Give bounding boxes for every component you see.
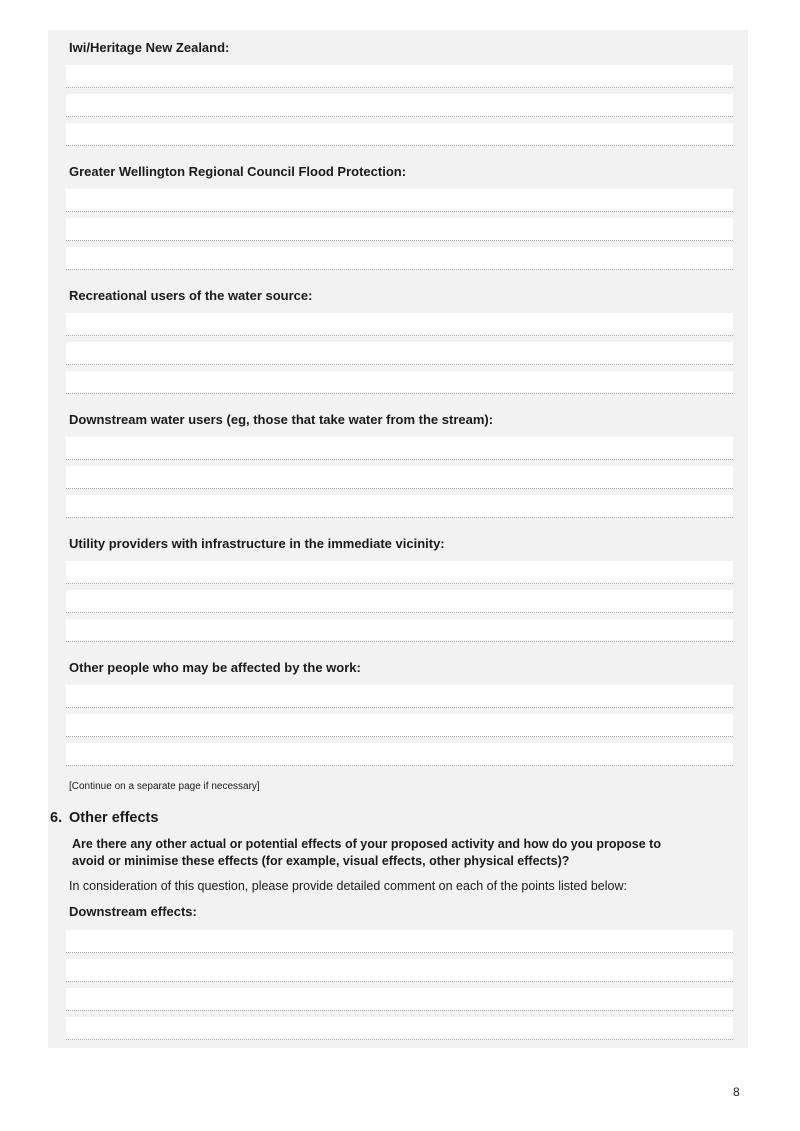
field-group-other-people	[48, 648, 748, 772]
section-question: Are there any other actual or potential effects of your proposed activity and how do you propose to avoid or minimise these effects (for example, visual effects, other physical effects)?	[72, 837, 661, 868]
page-number: 8	[733, 1085, 740, 1099]
text-input-line[interactable]	[66, 590, 733, 613]
text-input-line[interactable]	[66, 495, 733, 518]
text-input-line[interactable]	[66, 94, 733, 117]
form-panel	[48, 30, 748, 1048]
section-number: 6.	[50, 810, 63, 826]
section-heading	[48, 810, 748, 826]
text-input-line[interactable]	[66, 313, 733, 336]
field-group-downstream-effects	[48, 930, 748, 1046]
text-input-line[interactable]	[66, 714, 733, 737]
text-input-line[interactable]	[66, 959, 733, 982]
text-input-line[interactable]	[66, 189, 733, 212]
field-group-iwi-heritage	[48, 30, 748, 152]
text-input-line[interactable]	[66, 466, 733, 489]
field-group-recreational-users	[48, 276, 748, 400]
subsection-label: Downstream effects:	[69, 904, 197, 919]
text-input-line[interactable]	[66, 65, 733, 88]
section-instruction: In consideration of this question, please provide detailed comment on each of the points listed below:	[69, 879, 627, 893]
text-input-line[interactable]	[66, 930, 733, 953]
field-group-utility-providers	[48, 524, 748, 648]
text-input-line[interactable]	[66, 342, 733, 365]
text-input-line[interactable]	[66, 619, 733, 642]
text-input-line[interactable]	[66, 988, 733, 1011]
field-group-flood-protection	[48, 152, 748, 276]
text-input-line[interactable]	[66, 685, 733, 708]
text-input-line[interactable]	[66, 743, 733, 766]
field-label: Utility providers with infrastructure in the immediate vicinity:	[69, 536, 445, 551]
text-input-line[interactable]	[66, 437, 733, 460]
field-label: Greater Wellington Regional Council Flood Protection:	[69, 164, 407, 179]
text-input-line[interactable]	[66, 123, 733, 146]
continue-note: [Continue on a separate page if necessary]	[69, 781, 260, 792]
text-input-line[interactable]	[66, 561, 733, 584]
field-label: Other people who may be affected by the work:	[69, 660, 361, 675]
field-label: Downstream water users (eg, those that take water from the stream):	[69, 412, 494, 427]
field-group-downstream-water-users	[48, 400, 748, 524]
section-title: Other effects	[69, 810, 159, 826]
text-input-line[interactable]	[66, 247, 733, 270]
text-input-line[interactable]	[66, 371, 733, 394]
field-label: Iwi/Heritage New Zealand:	[69, 40, 230, 55]
text-input-line[interactable]	[66, 218, 733, 241]
text-input-line[interactable]	[66, 1017, 733, 1040]
field-label: Recreational users of the water source:	[69, 288, 313, 303]
